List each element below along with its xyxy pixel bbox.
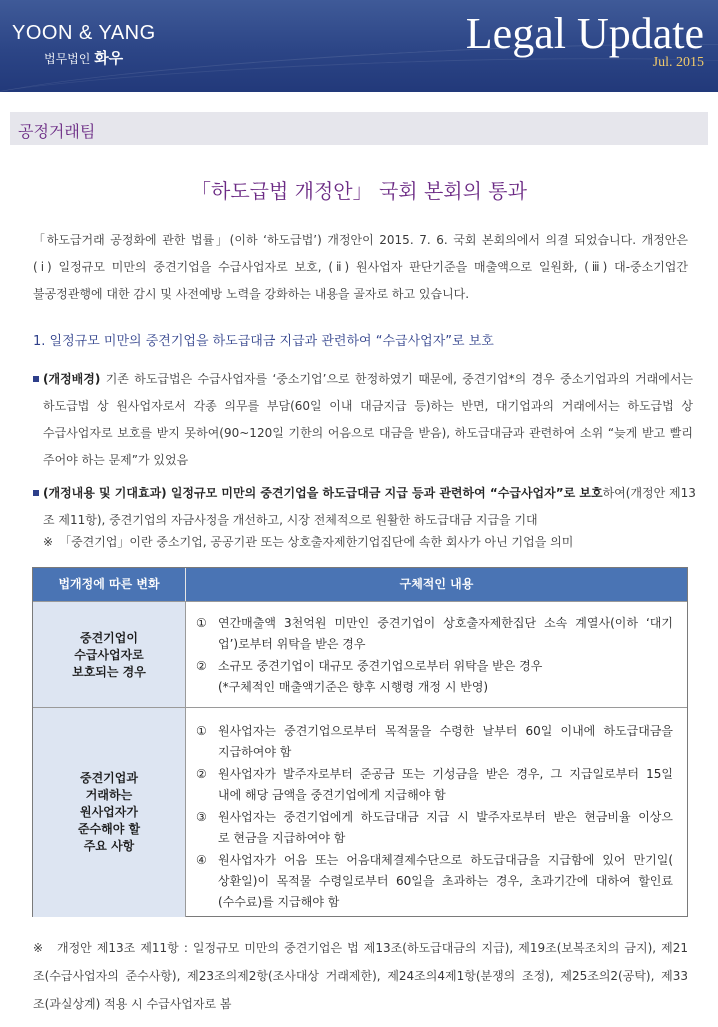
bullet-text: 조 제11항), 중견기업의 자금사정을 개선하고, 시장 전체적으로 원활한 하도급대금 지급을 기대 xyxy=(43,513,538,527)
item-text: 소규모 중견기업이 대규모 중견기업으로부터 위탁을 받은 경우 xyxy=(218,659,543,673)
table-row xyxy=(33,601,687,708)
item-text: 로 현금을 지급하여야 함 xyxy=(218,831,346,845)
bullet-text: 하여(개정안 제13 xyxy=(602,486,696,500)
newsletter-title: Legal Update xyxy=(465,9,704,58)
item-text: (*구체적인 매출액기준은 향후 시행령 개정 시 반영) xyxy=(218,680,489,694)
note-text: 「중견기업」이란 중소기업, 공공기관 또는 상호출자제한기업집단에 속한 회사가 아닌 기업을 의미 xyxy=(59,535,574,549)
bullet-text: 기존 하도급법은 수급사업자를 ‘중소기업’으로 한정하였기 때문에, 중견기업*의 경우 중소기업과의 거래에서는 xyxy=(100,372,693,386)
intro-line: 「하도급거래 공정화에 관한 법률」(이하 ‘하도급법’) 개정안이 2015. 7. 6. 국회 본회의에서 의결 되었습니다. 개정안은 xyxy=(33,233,688,247)
item-text: 연간매출액 3천억원 미만인 중견기업이 상호출자제한집단 소속 계열사(이하 ‘대기 xyxy=(218,616,673,630)
footnote xyxy=(33,934,688,1018)
logo-ko-name: 화우 xyxy=(94,49,124,67)
row-label: 준수해야 할 xyxy=(77,822,141,836)
item-number: ④ xyxy=(196,853,207,867)
table-header-cell: 구체적인 내용 xyxy=(399,577,474,591)
firm-logo-en: YOON & YANG xyxy=(12,22,156,44)
team-bar xyxy=(10,112,708,145)
row-label: 거래하는 xyxy=(85,788,133,802)
item-text: 지급하여야 함 xyxy=(218,745,292,759)
item-text: 원사업자가 발주자로부터 준공금 또는 기성금을 받은 경우, 그 지급일로부터 15일 xyxy=(218,767,673,781)
item-text: 원사업자는 중견기업으로부터 목적물을 수령한 날부터 60일 이내에 하도급대금을 xyxy=(218,724,673,738)
definition-note xyxy=(43,533,573,550)
footnote-mark: ※ xyxy=(33,941,44,955)
intro-paragraph xyxy=(33,227,688,308)
item-text: 원사업자는 중견기업에게 하도급대금 지급 시 발주자로부터 받은 현금비율 이상으 xyxy=(218,810,673,824)
table-row xyxy=(33,707,687,917)
footnote-text: 개정안 제13조 제11항 : 일정규모 미만의 중견기업은 법 제13조(하도급대금의 지급), 제19조(보복조치의 금지), 제21 xyxy=(57,941,688,955)
firm-logo-ko xyxy=(44,47,123,68)
row-label-cell xyxy=(33,602,186,708)
item-number: ① xyxy=(196,724,207,738)
row-label: 수급사업자로 xyxy=(74,647,144,662)
header-banner xyxy=(0,0,718,92)
logo-ko-prefix: 법무법인 xyxy=(44,52,95,66)
bullet-label: (개정배경) xyxy=(43,372,101,386)
row-label: 중견기업이 xyxy=(80,630,138,645)
item-text: 상환일)이 목적물 수령일로부터 60일을 초과하는 경우, 초과기간에 대하여 할인료 xyxy=(218,874,673,888)
item-number: ① xyxy=(196,616,207,630)
bullet-text: 주어야 하는 문제”가 있었음 xyxy=(43,453,189,467)
bullet-label: (개정내용 및 기대효과) xyxy=(43,486,167,500)
team-name: 공정거래팀 xyxy=(18,122,96,141)
item-text: (수수료)를 지급해야 함 xyxy=(218,895,340,909)
row-label: 원사업자가 xyxy=(80,805,138,819)
issue-date: Jul. 2015 xyxy=(652,55,704,70)
footnote-text: 조(수급사업자의 준수사항), 제23조의제2항(조사대상 거래제한), 제24조의4제1항(분쟁의 조정), 제25조의2(공탁), 제33 xyxy=(33,969,688,983)
bullet-revision xyxy=(33,480,696,534)
bullet-bold-text: 일정규모 미만의 중견기업을 하도급대금 지급 등과 관련하여 “수급사업자”로 보호 xyxy=(166,486,603,500)
table-header xyxy=(33,568,687,601)
bullet-background xyxy=(33,366,693,474)
note-mark: ※ xyxy=(43,535,54,549)
row-label: 보호되는 경우 xyxy=(72,664,146,679)
item-number: ② xyxy=(196,659,207,673)
item-number: ③ xyxy=(196,810,207,824)
changes-table xyxy=(32,567,688,917)
item-text: 내에 해당 금액을 중견기업에게 지급해야 함 xyxy=(218,788,446,802)
item-text: 업’)로부터 위탁을 받은 경우 xyxy=(218,637,366,651)
bullet-text: 하도급법 상 원사업자로서 각종 의무를 부담(60일 이내 대금지급 등)하는 반면, 대기업과의 거래에서는 하도급법 상 xyxy=(43,399,693,413)
item-number: ② xyxy=(196,767,207,781)
row-label: 중견기업과 xyxy=(80,771,138,785)
bullet-square-icon xyxy=(33,490,39,496)
bullet-text: 수급사업자로 보호를 받지 못하여(90~120일 기한의 어음으로 대금을 받음), 하도급대금과 관련하여 소위 “늦게 받고 빨리 xyxy=(43,426,693,440)
intro-line: 불공정관행에 대한 감시 및 사전예방 노력을 강화하는 내용을 골자로 하고 있습니다. xyxy=(33,287,470,301)
row-label: 주요 사항 xyxy=(83,839,135,853)
article-title: 「하도급법 개정안」 국회 본회의 통과 xyxy=(191,179,527,203)
item-text: 원사업자가 어음 또는 어음대체결제수단으로 하도급대금을 지급함에 있어 만기일( xyxy=(218,853,673,867)
table-header-cell: 법개정에 따른 변화 xyxy=(33,568,186,601)
row-label-cell xyxy=(33,708,186,917)
bullet-square-icon xyxy=(33,376,39,382)
section-heading: 1. 일정규모 미만의 중견기업을 하도급대금 지급과 관련하여 “수급사업자”로 보호 xyxy=(33,334,494,349)
intro-line: (ⅰ) 일정규모 미만의 중견기업을 수급사업자로 보호, (ⅱ) 원사업자 판단기준을 매출액으로 일원화, (ⅲ) 대-중소기업간 xyxy=(33,260,688,274)
footnote-text: 조(과실상계) 적용 시 수급사업자로 봄 xyxy=(33,997,232,1011)
